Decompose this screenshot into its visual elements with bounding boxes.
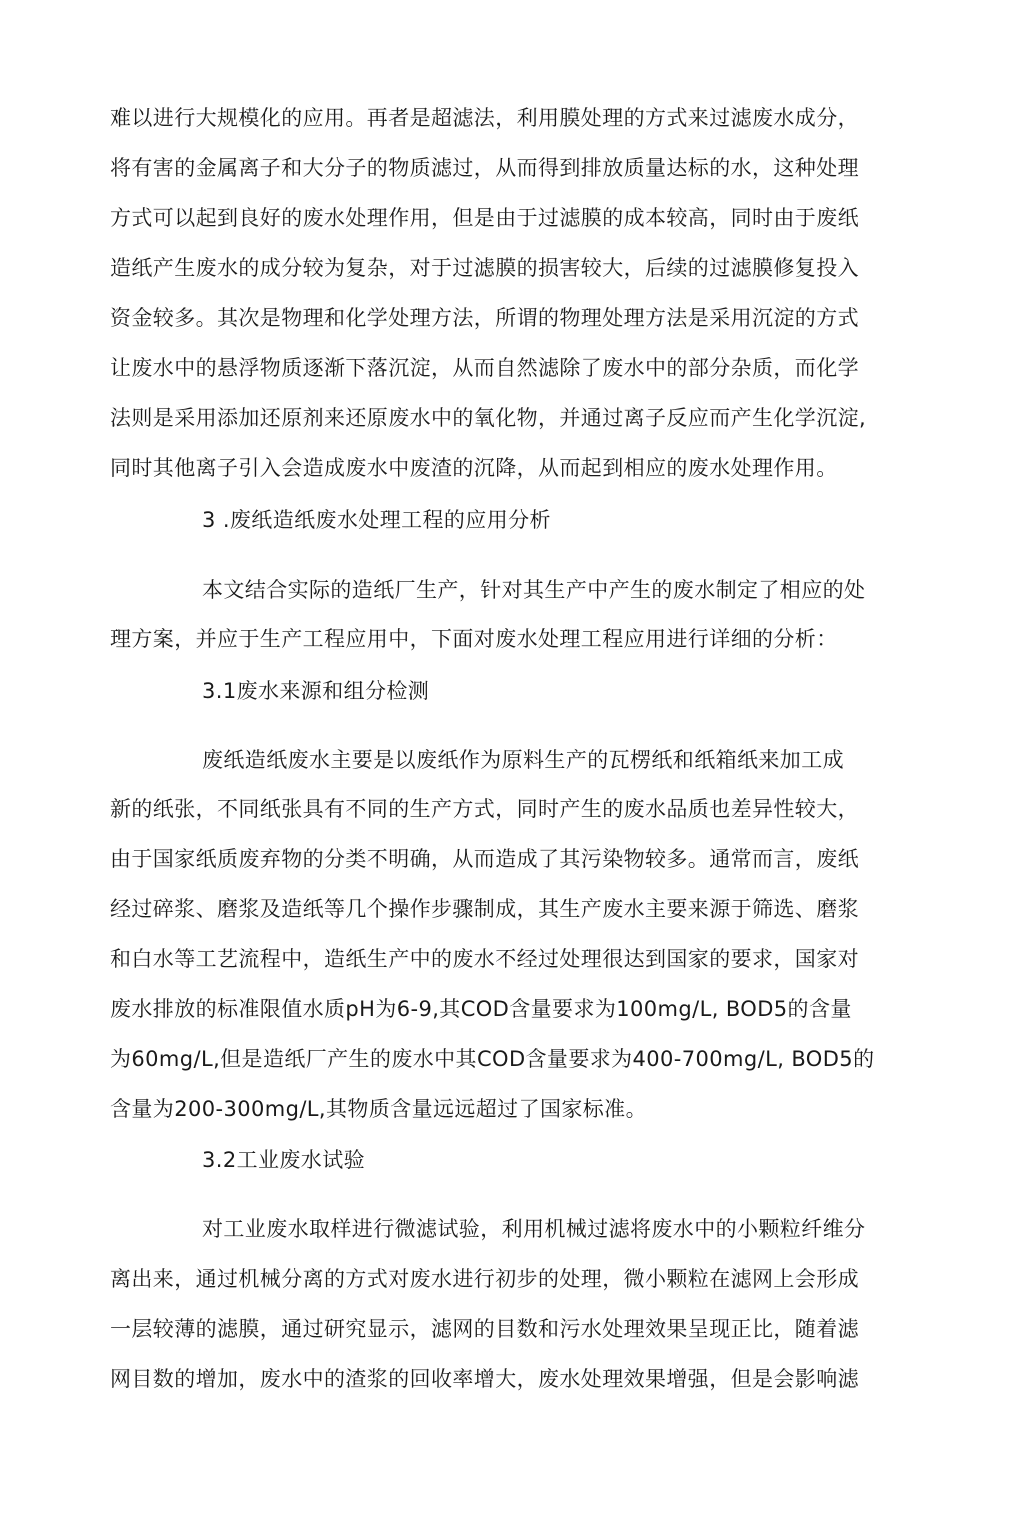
section-heading-3-2: 3.2工业废水试验	[202, 1148, 365, 1172]
section-heading-3: 3 .废纸造纸废水处理工程的应用分析	[202, 508, 551, 532]
paragraph-3-line-6: 废水排放的标准限值水质pH为6-9,其COD含量要求为100mg/L, BOD5的含量	[110, 997, 852, 1021]
paragraph-4-line-4: 网目数的增加，废水中的渣浆的回收率增大，废水处理效果增强，但是会影响滤	[110, 1367, 859, 1391]
paragraph-3-line-2: 新的纸张，不同纸张具有不同的生产方式，同时产生的废水品质也差异性较大，	[110, 797, 859, 821]
paragraph-2-line-1: 本文结合实际的造纸厂生产，针对其生产中产生的废水制定了相应的处	[202, 578, 866, 602]
paragraph-1-line-7: 法则是采用添加还原剂来还原废水中的氧化物，并通过离子反应而产生化学沉淀,	[110, 406, 867, 430]
section-heading-3-1: 3.1废水来源和组分检测	[202, 679, 430, 703]
paragraph-3-line-3: 由于国家纸质废弃物的分类不明确，从而造成了其污染物较多。通常而言，废纸	[110, 847, 859, 871]
paragraph-3-line-4: 经过碎浆、磨浆及造纸等几个操作步骤制成，其生产废水主要来源于筛选、磨浆	[110, 897, 859, 921]
paragraph-2-line-2: 理方案，并应于生产工程应用中，下面对废水处理工程应用进行详细的分析：	[110, 627, 838, 651]
paragraph-4-line-2: 离出来，通过机械分离的方式对废水进行初步的处理，微小颗粒在滤网上会形成	[110, 1267, 859, 1291]
paragraph-1-line-6: 让废水中的悬浮物质逐渐下落沉淀，从而自然滤除了废水中的部分杂质，而化学	[110, 356, 859, 380]
paragraph-4-line-1: 对工业废水取样进行微滤试验，利用机械过滤将废水中的小颗粒纤维分	[202, 1217, 866, 1241]
paragraph-1-line-3: 方式可以起到良好的废水处理作用，但是由于过滤膜的成本较高，同时由于废纸	[110, 206, 859, 230]
paragraph-1-line-1: 难以进行大规模化的应用。再者是超滤法，利用膜处理的方式来过滤废水成分，	[110, 106, 859, 130]
paragraph-4-line-3: 一层较薄的滤膜，通过研究显示，滤网的目数和污水处理效果呈现正比，随着滤	[110, 1317, 859, 1341]
paragraph-3-line-1: 废纸造纸废水主要是以废纸作为原料生产的瓦楞纸和纸箱纸来加工成	[202, 748, 844, 772]
paragraph-1-line-2: 将有害的金属离子和大分子的物质滤过，从而得到排放质量达标的水，这种处理	[110, 156, 859, 180]
paragraph-3-line-7: 为60mg/L,但是造纸厂产生的废水中其COD含量要求为400-700mg/L, BOD5的	[110, 1047, 875, 1071]
paragraph-3-line-8: 含量为200-300mg/L,其物质含量远远超过了国家标准。	[110, 1097, 647, 1121]
paragraph-1-line-4: 造纸产生废水的成分较为复杂，对于过滤膜的损害较大，后续的过滤膜修复投入	[110, 256, 859, 280]
paragraph-1-line-8: 同时其他离子引入会造成废水中废渣的沉降，从而起到相应的废水处理作用。	[110, 456, 838, 480]
paragraph-3-line-5: 和白水等工艺流程中，造纸生产中的废水不经过处理很达到国家的要求，国家对	[110, 947, 859, 971]
paragraph-1-line-5: 资金较多。其次是物理和化学处理方法，所谓的物理处理方法是采用沉淀的方式	[110, 306, 859, 330]
